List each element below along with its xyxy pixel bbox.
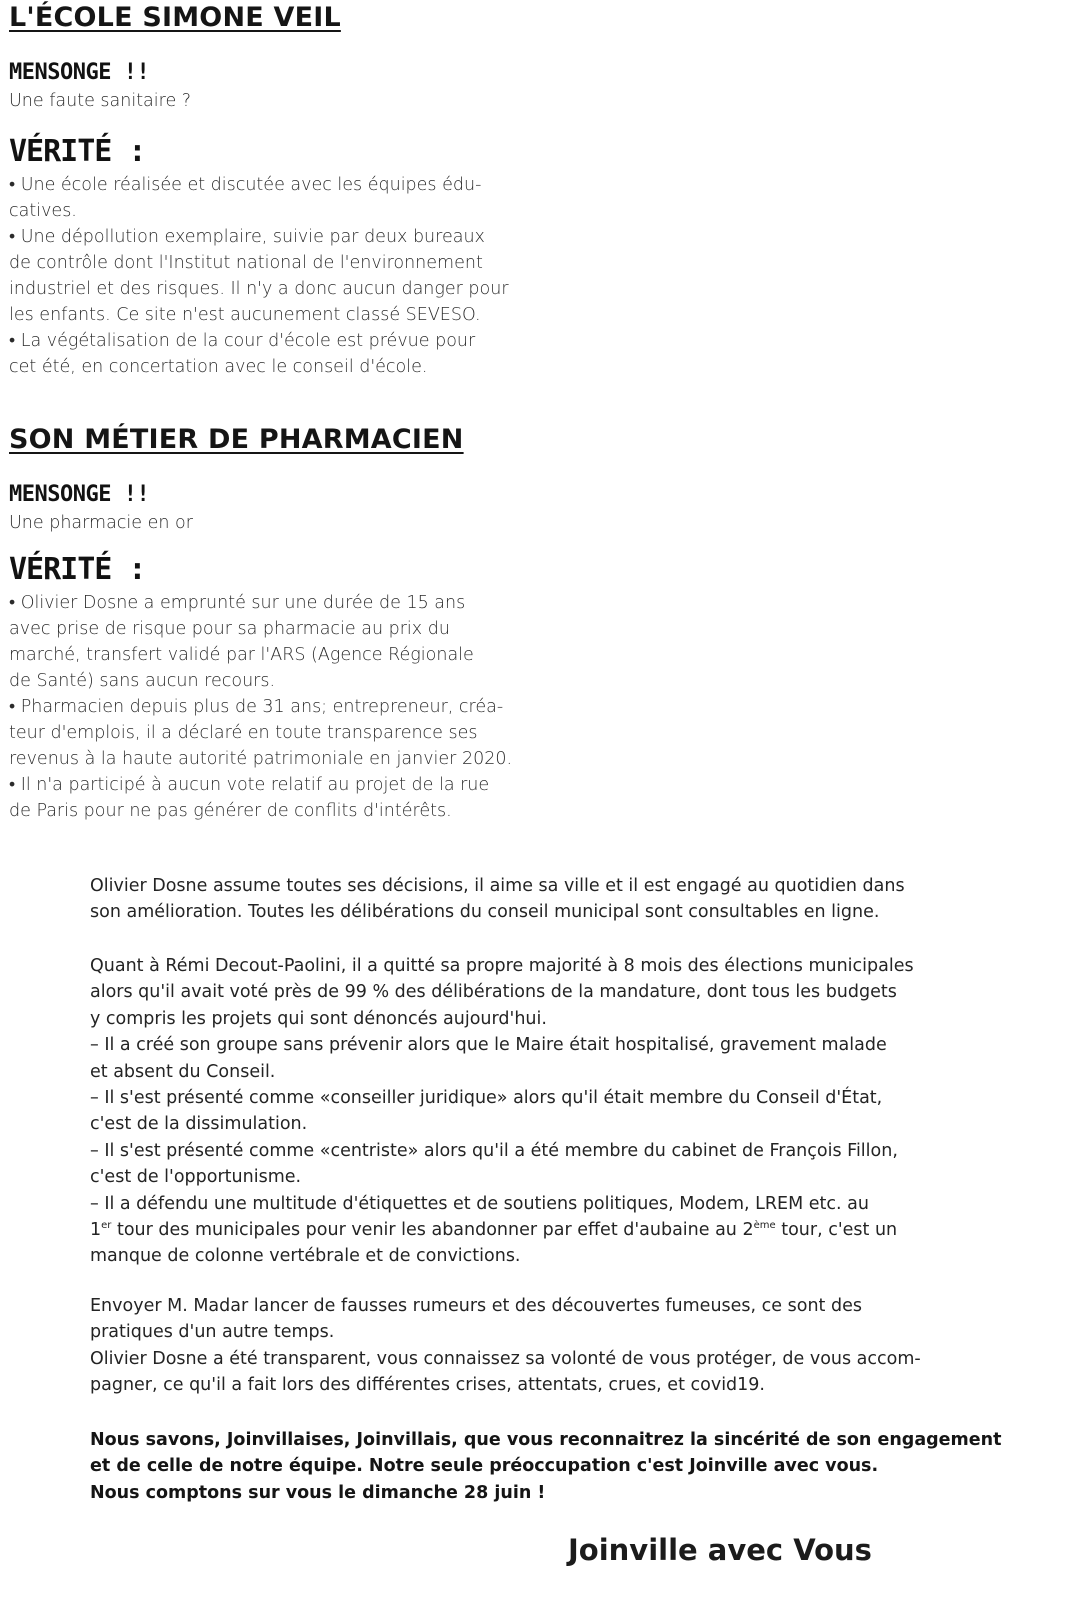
- closing-paragraph-3: [90, 1293, 921, 1399]
- closing-paragraph-2: [90, 953, 914, 1270]
- text-line: – Il a créé son groupe sans prévenir alors que le Maire était hospitalisé, gravement malade: [90, 1035, 887, 1056]
- text-line: et de celle de notre équipe. Notre seule préoccupation c'est Joinville avec vous.: [90, 1456, 879, 1477]
- bullet-line: revenus à la haute autorité patrimoniale en janvier 2020.: [9, 749, 513, 769]
- bullet-item: [9, 224, 509, 328]
- text-line: pagner, ce qu'il a fait lors des différentes crises, attentats, crues, et covid19.: [90, 1375, 765, 1396]
- text-line: Envoyer M. Madar lancer de fausses rumeurs et des découvertes fumeuses, ce sont des: [90, 1296, 862, 1316]
- text-line: – Il s'est présenté comme «centriste» alors qu'il a été membre du cabinet de François Fillon,: [90, 1140, 898, 1161]
- ecole-verite-list: [9, 172, 509, 380]
- tour-line: [90, 1217, 914, 1243]
- bullet-line: de Santé) sans aucun recours.: [9, 671, 276, 691]
- pharmacien-mensonge-label: MENSONGE !!: [9, 482, 150, 507]
- paragraph-2-last-line: manque de colonne vertébrale et de convictions.: [90, 1246, 521, 1267]
- text-line: Nous comptons sur vous le dimanche 28 juin !: [90, 1482, 546, 1503]
- pharmacien-mensonge-text: Une pharmacie en or: [9, 513, 193, 533]
- text-line: – Il s'est présenté comme «conseiller juridique» alors qu'il était membre du Conseil d'État,: [90, 1088, 883, 1109]
- bullet-line: marché, transfert validé par l'ARS (Agence Régionale: [9, 645, 474, 665]
- text-line: son amélioration. Toutes les délibérations du conseil municipal sont consultables en ligne.: [90, 902, 880, 923]
- bullet-line: • Une école réalisée et discutée avec les équipes édu-: [9, 175, 482, 195]
- bullet-line: • Pharmacien depuis plus de 31 ans; entrepreneur, créa-: [9, 697, 504, 717]
- bullet-line: catives.: [9, 201, 77, 221]
- bullet-line: teur d'emplois, il a déclaré en toute transparence ses: [9, 723, 478, 743]
- bullet-item: [9, 772, 512, 824]
- bullet-item: [9, 172, 509, 224]
- bullet-item: [9, 590, 512, 694]
- text-line: c'est de l'opportunisme.: [90, 1167, 302, 1188]
- pharmacien-verite-list: [9, 590, 512, 824]
- closing-paragraph-4: [90, 1427, 1001, 1506]
- ecole-mensonge-text: Une faute sanitaire ?: [9, 91, 192, 111]
- tour-end: tour, c'est un: [775, 1220, 898, 1241]
- bullet-line: les enfants. Ce site n'est aucunement classé SEVESO.: [9, 305, 481, 325]
- pharmacien-verite-label: VÉRITÉ :: [9, 552, 146, 587]
- text-line: y compris les projets qui sont dénoncés aujourd'hui.: [90, 1008, 547, 1029]
- text-line: pratiques d'un autre temps.: [90, 1322, 335, 1343]
- signature-joinville-avec-vous: Joinville avec Vous: [568, 1533, 872, 1567]
- bullet-line: • La végétalisation de la cour d'école est prévue pour: [9, 331, 476, 351]
- bullet-item: [9, 328, 509, 380]
- bullet-line: • Il n'a participé à aucun vote relatif au projet de la rue: [9, 775, 490, 795]
- bullet-line: • Olivier Dosne a emprunté sur une durée de 15 ans: [9, 593, 466, 613]
- closing-paragraph-1: [90, 873, 905, 926]
- bullet-line: cet été, en concertation avec le conseil d'école.: [9, 357, 428, 377]
- tour-2-sup: ème: [753, 1220, 776, 1232]
- text-line: Quant à Rémi Decout-Paolini, il a quitté sa propre majorité à 8 mois des élections municipales: [90, 956, 914, 976]
- bullet-line: industriel et des risques. Il n'y a donc aucun danger pour: [9, 279, 509, 299]
- ecole-verite-label: VÉRITÉ :: [9, 134, 146, 169]
- text-line: c'est de la dissimulation.: [90, 1114, 308, 1135]
- bullet-line: de contrôle dont l'Institut national de l'environnement: [9, 253, 483, 273]
- bullet-line: • Une dépollution exemplaire, suivie par deux bureaux: [9, 227, 485, 247]
- paragraph-2-lines: [90, 953, 914, 1217]
- ecole-section-title: L'ÉCOLE SIMONE VEIL: [9, 2, 341, 33]
- text-line: alors qu'il avait voté près de 99 % des délibérations de la mandature, dont tous les budgets: [90, 982, 897, 1003]
- tour-1: 1: [90, 1220, 102, 1241]
- pharmacien-section-title: SON MÉTIER DE PHARMACIEN: [9, 424, 464, 455]
- text-line: et absent du Conseil.: [90, 1061, 276, 1082]
- tour-1-sup: er: [101, 1220, 112, 1232]
- bullet-item: [9, 694, 512, 772]
- tour-mid: tour des municipales pour venir les abandonner par effet d'aubaine au 2: [111, 1220, 754, 1241]
- text-line: Olivier Dosne assume toutes ses décisions, il aime sa ville et il est engagé au quotidien dans: [90, 876, 905, 896]
- bullet-line: avec prise de risque pour sa pharmacie au prix du: [9, 619, 450, 639]
- bullet-line: de Paris pour ne pas générer de conflits d'intérêts.: [9, 801, 452, 821]
- text-line: Olivier Dosne a été transparent, vous connaissez sa volonté de vous protéger, de vous accom-: [90, 1348, 921, 1369]
- text-line: – Il a défendu une multitude d'étiquettes et de soutiens politiques, Modem, LREM etc. au: [90, 1193, 869, 1214]
- text-line: Nous savons, Joinvillaises, Joinvillais, que vous reconnaitrez la sincérité de son engagement: [90, 1430, 1002, 1450]
- ecole-mensonge-label: MENSONGE !!: [9, 60, 150, 85]
